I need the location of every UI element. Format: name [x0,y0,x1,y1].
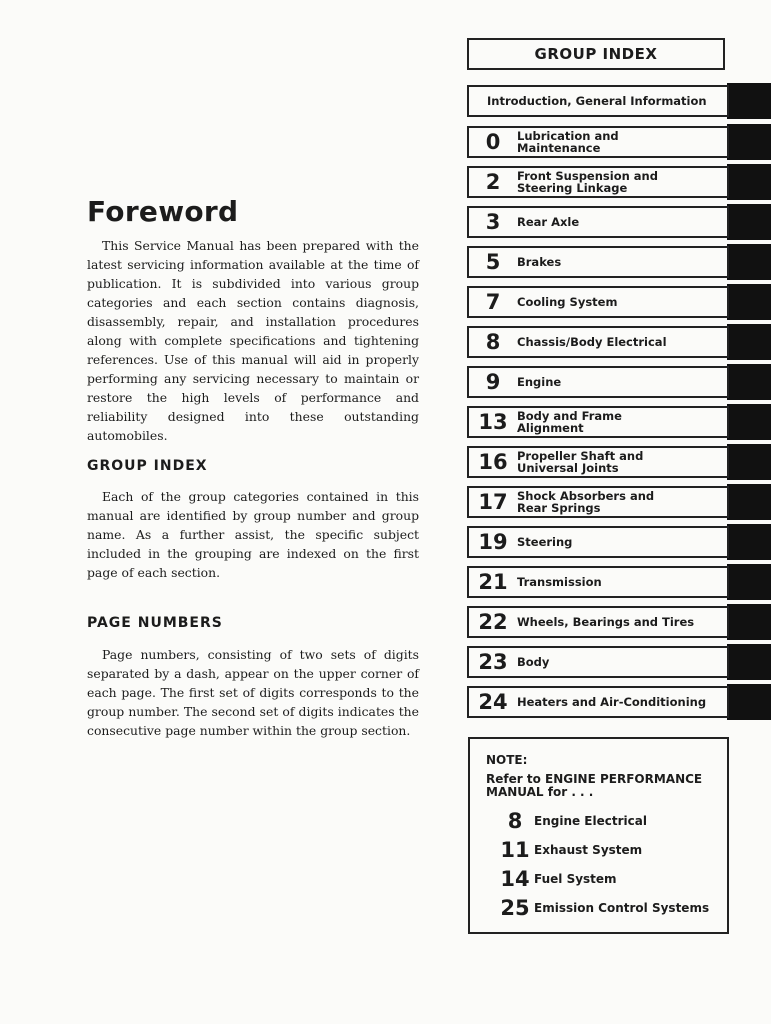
group-name: Steering [517,535,573,549]
group-number: 5 [485,250,501,274]
index-row-label: Introduction, General Information [487,94,707,108]
index-tab [727,524,771,560]
group-number: 0 [485,130,501,154]
index-tab [727,204,771,240]
group-number: 2 [485,170,501,194]
note-group-number: 14 [500,867,530,891]
note-group-name: Fuel System [534,872,617,886]
index-row[interactable] [467,366,729,398]
group-number: 17 [478,490,508,514]
group-name: Heaters and Air-Conditioning [517,695,707,709]
group-name: Transmission [517,575,602,589]
index-tab [727,404,771,440]
group-number: 19 [478,530,508,554]
index-tab [727,324,771,360]
group-name: Wheels, Bearings and Tires [517,615,695,629]
group-number: 24 [478,690,508,714]
group-index-paragraph: Each of the group categories contained in this manual are identified by group number and group name. As a further assist, the specific subject included in the grouping are indexed on the first page of each section. [87,489,419,580]
index-row[interactable] [467,406,729,438]
index-row-intro[interactable] [467,85,729,117]
note-title: NOTE: [486,753,528,767]
index-row[interactable] [467,646,729,678]
group-number: 23 [478,650,508,674]
index-tab [727,444,771,480]
index-tab [727,124,771,160]
group-name: Shock Absorbers and Rear Springs [517,489,655,515]
foreword-title: Foreword [87,195,239,228]
index-row[interactable] [467,166,729,198]
index-row[interactable] [467,286,729,318]
index-tab [727,284,771,320]
index-row[interactable] [467,246,729,278]
index-tab [727,644,771,680]
foreword-paragraph: This Service Manual has been prepared with the latest servicing information available at the time of publication. It is subdivided into various group categories and each section contains diagnosis, disassembly, repair, and installation procedures along with complete specifications and tightening references. Use of this manual will aid in properly performing any servicing necessary to maintain or restore the high levels of performance and reliability designed into these outstanding automobiles. [87,238,419,443]
group-number: 22 [478,610,508,634]
group-number: 21 [478,570,508,594]
group-name: Body [517,655,550,669]
group-name: Rear Axle [517,215,580,229]
group-number: 13 [478,410,508,434]
page-numbers-heading: PAGE NUMBERS [87,615,223,631]
group-index-heading: GROUP INDEX [87,458,208,474]
group-name: Chassis/Body Electrical [517,335,667,349]
group-name: Cooling System [517,295,618,309]
note-item [496,867,617,891]
group-name: Front Suspension and Steering Linkage [517,169,658,195]
note-group-number: 8 [507,809,523,833]
index-row[interactable] [467,446,729,478]
note-group-name: Exhaust System [534,843,643,857]
index-tab [727,604,771,640]
group-number: 3 [485,210,501,234]
note-group-number: 25 [500,896,530,920]
index-row[interactable] [467,526,729,558]
group-name: Engine [517,375,562,389]
group-number: 7 [485,290,501,314]
group-index-title: GROUP INDEX [467,38,725,70]
note-group-name: Engine Electrical [534,814,647,828]
index-tab [727,684,771,720]
note-item [496,838,642,862]
note-text: Refer to ENGINE PERFORMANCE MANUAL for . . . [486,772,703,799]
index-row[interactable] [467,126,729,158]
index-tab [727,564,771,600]
index-tab [727,364,771,400]
group-name: Lubrication and Maintenance [517,129,619,155]
note-item [496,896,709,920]
index-tab [727,484,771,520]
engine-manual-note [468,737,729,934]
index-tab [727,244,771,280]
index-row[interactable] [467,326,729,358]
index-row[interactable] [467,606,729,638]
group-number: 8 [485,330,501,354]
note-group-number: 11 [500,838,530,862]
group-name: Brakes [517,255,562,269]
index-row[interactable] [467,206,729,238]
index-tab [727,83,771,119]
index-tab [727,164,771,200]
group-name: Propeller Shaft and Universal Joints [517,449,644,475]
page-numbers-paragraph: Page numbers, consisting of two sets of digits separated by a dash, appear on the upper corner of each page. The first set of digits corresponds to the group number. The second set of digits indicates the consecutive page number within the group section. [87,647,419,738]
index-row[interactable] [467,686,729,718]
group-number: 16 [478,450,508,474]
index-row[interactable] [467,566,729,598]
index-row[interactable] [467,486,729,518]
group-name: Body and Frame Alignment [517,409,622,435]
group-number: 9 [485,370,501,394]
note-group-name: Emission Control Systems [534,901,710,915]
note-item [496,809,647,833]
